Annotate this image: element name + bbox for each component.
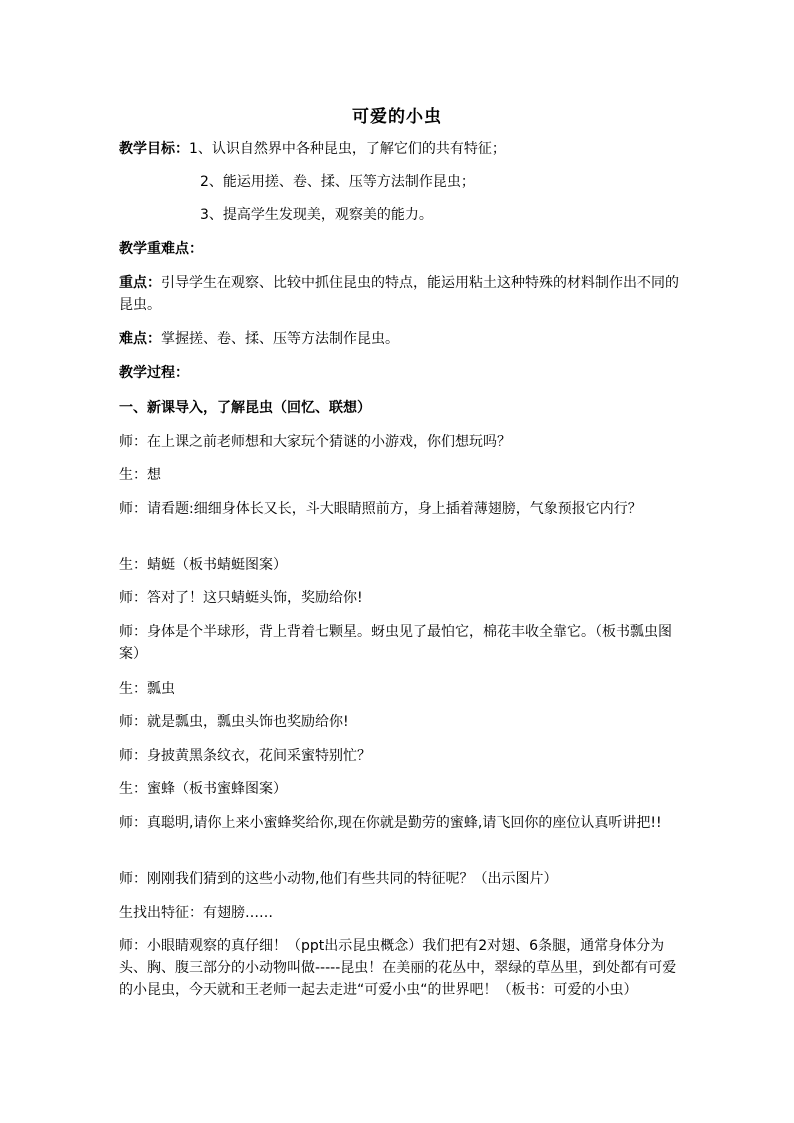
focus-text: 引导学生在观察、比较中抓住昆虫的特点，能运用粘土这种特殊的材料制作出不同的昆虫。 [119, 275, 679, 313]
dialogue-paragraph: 生：想 [119, 467, 161, 483]
dialogue-paragraph: 师：真聪明,请你上来小蜜蜂奖给你,现在你就是勤劳的蜜蜂,请飞回你的座位认真听讲把!! [119, 815, 662, 831]
difficulty-label: 难点： [119, 331, 161, 347]
dialogue-paragraph: 师：刚刚我们猜到的这些小动物,他们有些共同的特征呢？（出示图片） [119, 871, 558, 887]
objective-line-1 [119, 138, 679, 160]
dialogue-paragraph: 师：请看题:细细身体长又长，斗大眼睛照前方，身上插着薄翅膀，气象预报它内行？ [119, 501, 642, 517]
document-title: 可爱的小虫 [352, 107, 442, 127]
objective-item: 3、提高学生发现美，观察美的能力。 [200, 207, 433, 223]
dialogue-paragraph: 生：蜻蜓（板书蜻蜓图案） [119, 557, 287, 573]
process-heading: 教学过程： [119, 365, 189, 381]
focus-label: 重点： [119, 275, 161, 291]
objectives-label: 教学目标： [119, 141, 189, 157]
focus-paragraph [119, 272, 679, 316]
dialogue-paragraph: 师：答对了！这只蜻蜓头饰，奖励给你! [119, 590, 363, 606]
dialogue-paragraph: 师：在上课之前老师想和大家玩个猜谜的小游戏，你们想玩吗？ [119, 434, 511, 450]
dialogue-paragraph: 生：瓢虫 [119, 681, 175, 697]
objective-item: 1、认识自然界中各种昆虫，了解它们的共有特征； [189, 141, 506, 157]
dialogue-paragraph: 师：小眼睛观察的真仔细！（ppt出示昆虫概念）我们把有2对翅、6条腿，通常身体分为头、胸、腹三部分的小动物叫做-----昆虫！在美丽的花丛中，翠绿的草丛里，到处都有可爱的小昆虫，今天就和王老师一起去走进“可爱小虫“的世界吧！（板书：可爱的小虫） [119, 938, 677, 998]
dialogue-paragraph: 师：身披黄黑条纹衣，花间采蜜特别忙？ [119, 748, 371, 764]
key-points-heading: 教学重难点： [119, 241, 203, 257]
objective-item: 2、能运用搓、卷、揉、压等方法制作昆虫； [200, 174, 475, 190]
difficulty-text: 掌握搓、卷、揉、压等方法制作昆虫。 [161, 331, 399, 347]
section-heading: 一、新课导入，了解昆虫（回忆、联想） [119, 400, 371, 416]
dialogue-paragraph: 师：身体是个半球形，背上背着七颗星。蚜虫见了最怕它，棉花丰收全靠它。（板书瓢虫图案） [119, 624, 672, 662]
dialogue-paragraph: 生找出特征：有翅膀…… [119, 905, 273, 921]
dialogue-paragraph: 生：蜜蜂（板书蜜蜂图案） [119, 781, 287, 797]
difficulty-paragraph [119, 328, 679, 350]
dialogue-paragraph: 师：就是瓢虫，瓢虫头饰也奖励给你! [119, 714, 349, 730]
